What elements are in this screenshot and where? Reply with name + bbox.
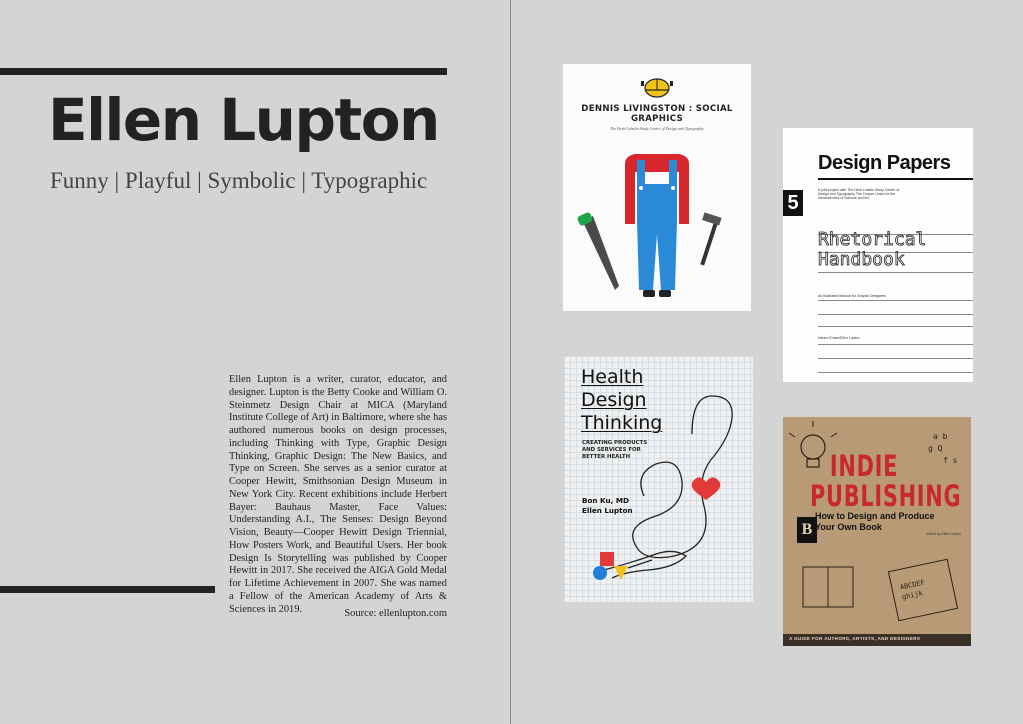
cover-subtitle: How to Design and Produce Your Own Book <box>815 511 935 532</box>
svg-text:a b: a b <box>933 432 948 441</box>
cover-band <box>783 634 971 646</box>
block-letter: B <box>797 517 817 543</box>
bio-text: Ellen Lupton is a writer, curator, educator, and designer. Lupton is the Betty Cooke and William O. Steinmetz Design Chair at MICA (Maryland Institute College of Art) in Baltimore, where she has authored numerous books on design processes, including Thinking with Type, Graphic Design Thinking, Graphic Design: The New Basics, and Type on Screen. She serves as a senior curator at Cooper Hewitt, Smithsonian Design Museum in New York City. Recent exhibitions include Herbert Bayer: Bauhaus Master, Face Values: Understanding A.I., The Senses: Design Beyond Vision, Beauty—Cooper Hewitt Design Triennial, How Posters Work, and Beautiful Users. Her book Design Is Storytelling was published by Cooper Hewitt in 2017. She received the AIGA Gold Medal for Lifetime Achievement in 2007. She was named a Fellow of the American Academy of Arts & Sciences in 2019. <box>229 374 447 615</box>
cover-social-graphics <box>563 64 751 311</box>
ruled-line <box>818 300 973 301</box>
issue-number: 5 <box>783 190 803 216</box>
page-title: Ellen Lupton <box>48 86 439 154</box>
worker-illustration <box>563 64 751 311</box>
ruled-line <box>818 358 973 359</box>
cover-small-text: A joint project with The Herb Lubalin Study Center of Design and Typography The Cooper Union for the Advancement of Science and Art <box>818 188 900 201</box>
svg-text:f s: f s <box>943 456 958 465</box>
cover-health-design-thinking <box>564 356 753 602</box>
ruled-line <box>818 344 973 345</box>
cover-title: INDIE PUBLISHING <box>810 449 962 513</box>
stethoscope-illustration <box>564 356 753 602</box>
title-line: Health <box>581 366 644 388</box>
ruled-line <box>818 372 973 373</box>
cover-caption: An Illustrated Manual for Graphic Designers <box>818 294 886 298</box>
ruled-line <box>818 326 973 327</box>
source-credit: Source: ellenlupton.com <box>344 608 447 619</box>
cover-design-papers <box>783 128 973 382</box>
ruled-line <box>818 272 973 273</box>
ruled-line <box>818 314 973 315</box>
cover-title: DENNIS LIVINGSTON : SOCIAL GRAPHICS <box>581 104 733 124</box>
title-rule <box>818 178 973 180</box>
page-gutter <box>510 0 511 724</box>
cover-title: Design Papers <box>818 152 951 174</box>
svg-text:ABCDEF: ABCDEF <box>899 578 926 592</box>
title-line: Thinking <box>581 412 663 434</box>
cover-subtitle: The Herb Lubalin Study Center of Design and Typography <box>610 126 704 131</box>
cover-authors: Hanno Ehses/Ellen Lupton <box>818 336 860 340</box>
top-rule <box>0 68 447 75</box>
cover-band-text: A GUIDE FOR AUTHORS, ARTISTS, AND DESIGNERS <box>789 636 921 641</box>
cover-editor: edited by Ellen Lupton <box>926 532 961 536</box>
bottom-rule <box>0 586 215 593</box>
svg-text:ghijk: ghijk <box>901 589 924 602</box>
page-subtitle: Funny | Playful | Symbolic | Typographic <box>50 168 428 193</box>
title-line: Design <box>581 389 647 411</box>
cover-authors: Bon Ku, MD Ellen Lupton <box>582 496 633 515</box>
cover-indie-publishing <box>783 417 971 646</box>
svg-text:g Q: g Q <box>928 444 943 453</box>
cover-handwriting: Rhetorical Handbook <box>818 229 927 270</box>
cover-subtitle: CREATING PRODUCTS AND SERVICES FOR BETTER HEALTH <box>582 440 648 460</box>
